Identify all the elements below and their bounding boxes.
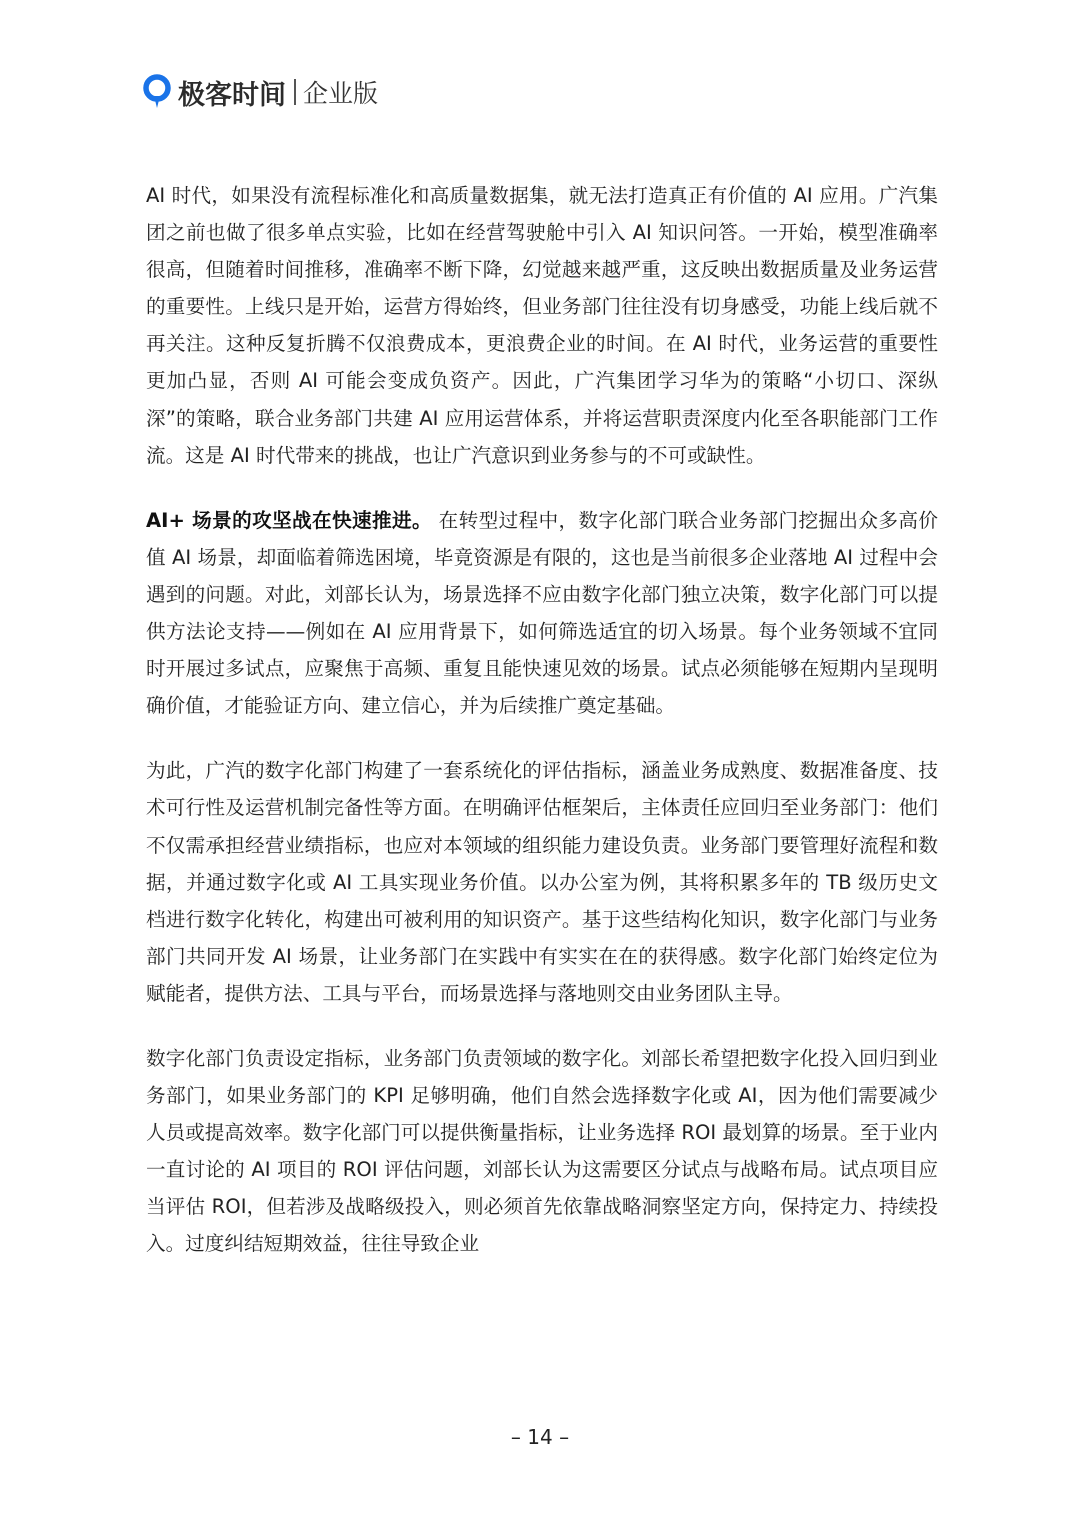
paragraph-text: 为此，广汽的数字化部门构建了一套系统化的评估指标，涵盖业务成熟度、数据准备度、技术可行性及运营机制完备性等方面。在明确评估框架后，主体责任应回归至业务部门：他们不仅需承担经营业绩指标，也应对本领域的组织能力建设负责。业务部门要管理好流程和数据，并通过数字化或 AI 工具实现业务价值。以办公室为例，其将积累多年的 TB 级历史文档进行数字化转化，构建出可被利用的知识资产。基于这些结构化知识，数字化部门与业务部门共同开发 AI 场景，让业务部门在实践中有实实在在的获得感。数字化部门始终定位为赋能者，提供方法、工具与平台，而场景选择与落地则交由业务团队主导。 xyxy=(146,759,938,1005)
brand-divider xyxy=(294,79,296,105)
paragraph-2 xyxy=(146,502,938,725)
page-number: – 14 – xyxy=(510,1425,570,1449)
article-body xyxy=(146,177,938,1291)
paragraph-text: AI 时代，如果没有流程标准化和高质量数据集，就无法打造真正有价值的 AI 应用。广汽集团之前也做了很多单点实验，比如在经营驾驶舱中引入 AI 知识问答。一开始，模型准确率很高，但随着时间推移，准确率不断下降，幻觉越来越严重，这反映出数据质量及业务运营的重要性。上线只是开始，运营方得始终，但业务部门往往没有切身感受，功能上线后就不再关注。这种反复折腾不仅浪费成本，更浪费企业的时间。在 AI 时代，业务运营的重要性更加凸显，否则 AI 可能会变成负资产。因此，广汽集团学习华为的策略“小切口、深纵深”的策略，联合业务部门共建 AI 应用运营体系，并将运营职责深度内化至各职能部门工作流。这是 AI 时代带来的挑战，也让广汽意识到业务参与的不可或缺性。 xyxy=(146,184,938,467)
paragraph-4 xyxy=(146,1040,938,1263)
paragraph-text: 在转型过程中，数字化部门联合业务部门挖掘出众多高价值 AI 场景，却面临着筛选困境，毕竟资源是有限的，这也是当前很多企业落地 AI 过程中会遇到的问题。对此，刘部长认为，场景选择不应由数字化部门独立决策，数字化部门可以提供方法论支持——例如在 AI 应用背景下，如何筛选适宜的切入场景。每个业务领域不宜同时开展过多试点，应聚焦于高频、重复且能快速见效的场景。试点必须能够在短期内呈现明确价值，才能验证方向、建立信心，并为后续推广奠定基础。 xyxy=(146,508,938,718)
page-header xyxy=(142,70,378,114)
paragraph-text: 数字化部门负责设定指标，业务部门负责领域的数字化。刘部长希望把数字化投入回归到业务部门，如果业务部门的 KPI 足够明确，他们自然会选择数字化或 AI，因为他们需要减少人员或提高效率。数字化部门可以提供衡量指标，让业务选择 ROI 最划算的场景。至于业内一直讨论的 AI 项目的 ROI 评估问题，刘部长认为这需要区分试点与战略布局。试点项目应当评估 ROI，但若涉及战略级投入，则必须首先依靠战略洞察坚定方向，保持定力、持续投入。过度纠结短期效益，往往导致企业 xyxy=(146,1046,938,1256)
paragraph-1 xyxy=(146,177,938,474)
geektime-logo-icon xyxy=(142,74,172,110)
brand-name: 极客时间 xyxy=(178,79,286,111)
paragraph-3 xyxy=(146,752,938,1012)
brand-edition: 企业版 xyxy=(303,79,379,108)
paragraph-lead: AI+ 场景的攻坚战在快速推进。 xyxy=(146,508,432,532)
